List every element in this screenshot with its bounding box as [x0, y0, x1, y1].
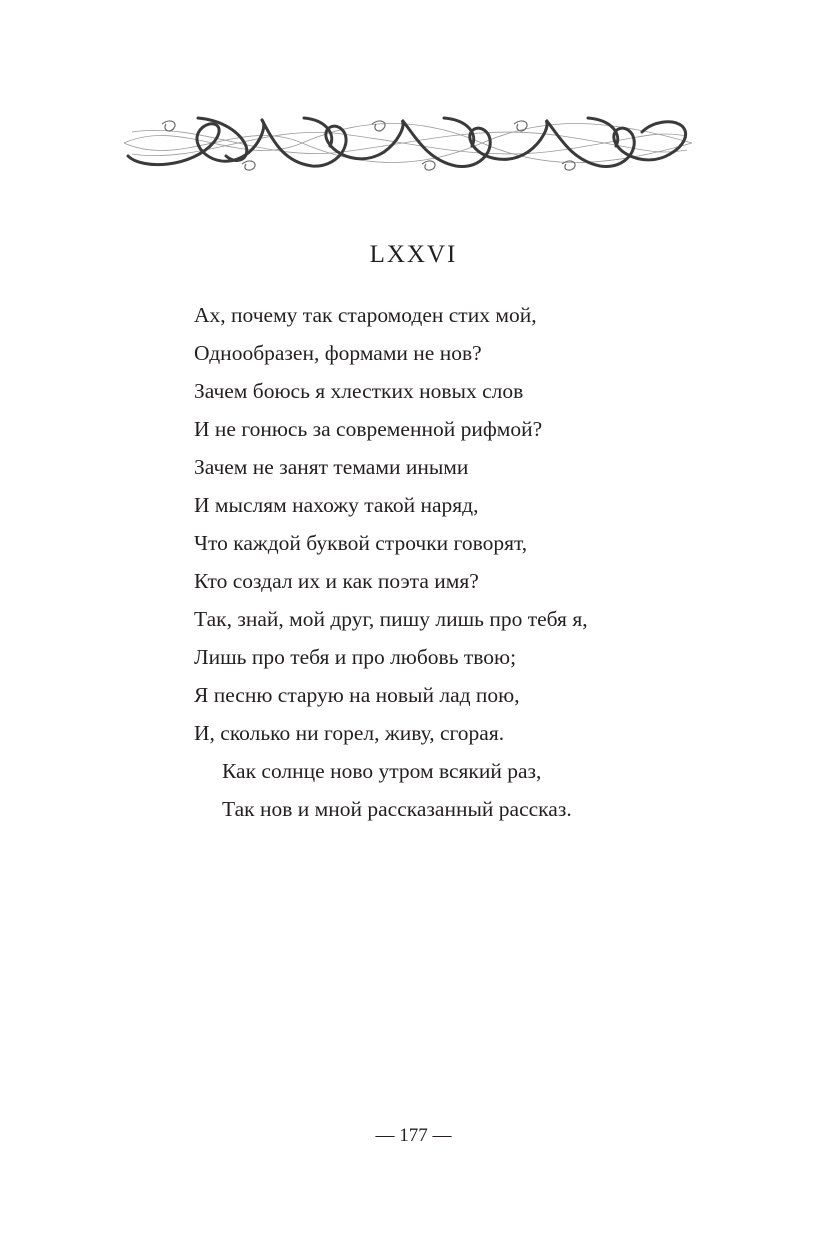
poem-body: [194, 296, 754, 828]
poem-line: И не гонюсь за современной рифмой?: [194, 417, 543, 441]
poem-line: Что каждой буквой строчки говорят,: [194, 531, 528, 555]
poem-couplet-line: Так нов и мной рассказанный рассказ.: [222, 797, 572, 821]
poem-line: Зачем боюсь я хлестких новых слов: [194, 379, 524, 403]
poem-line: И мыслям нахожу такой наряд,: [194, 493, 479, 517]
sonnet-number: LXXVI: [369, 241, 458, 268]
decorative-flourish-icon: [122, 112, 694, 174]
poem-couplet-line: Как солнце ново утром всякий раз,: [222, 759, 542, 783]
poem-line: Кто создал их и как поэта имя?: [194, 569, 479, 593]
poem-line: Так, знай, мой друг, пишу лишь про тебя я,: [194, 607, 588, 631]
page-number: — 177 —: [375, 1125, 452, 1146]
poem-line: Ах, почему так старомоден стих мой,: [194, 303, 537, 327]
poem-line: И, сколько ни горел, живу, сгорая.: [194, 721, 505, 745]
poem-line: Однообразен, формами не нов?: [194, 341, 482, 365]
poem-line: Я песню старую на новый лад пою,: [194, 683, 520, 707]
poem-line: Зачем не занят темами иными: [194, 455, 469, 479]
poem-line: Лишь про тебя и про любовь твою;: [194, 645, 517, 669]
